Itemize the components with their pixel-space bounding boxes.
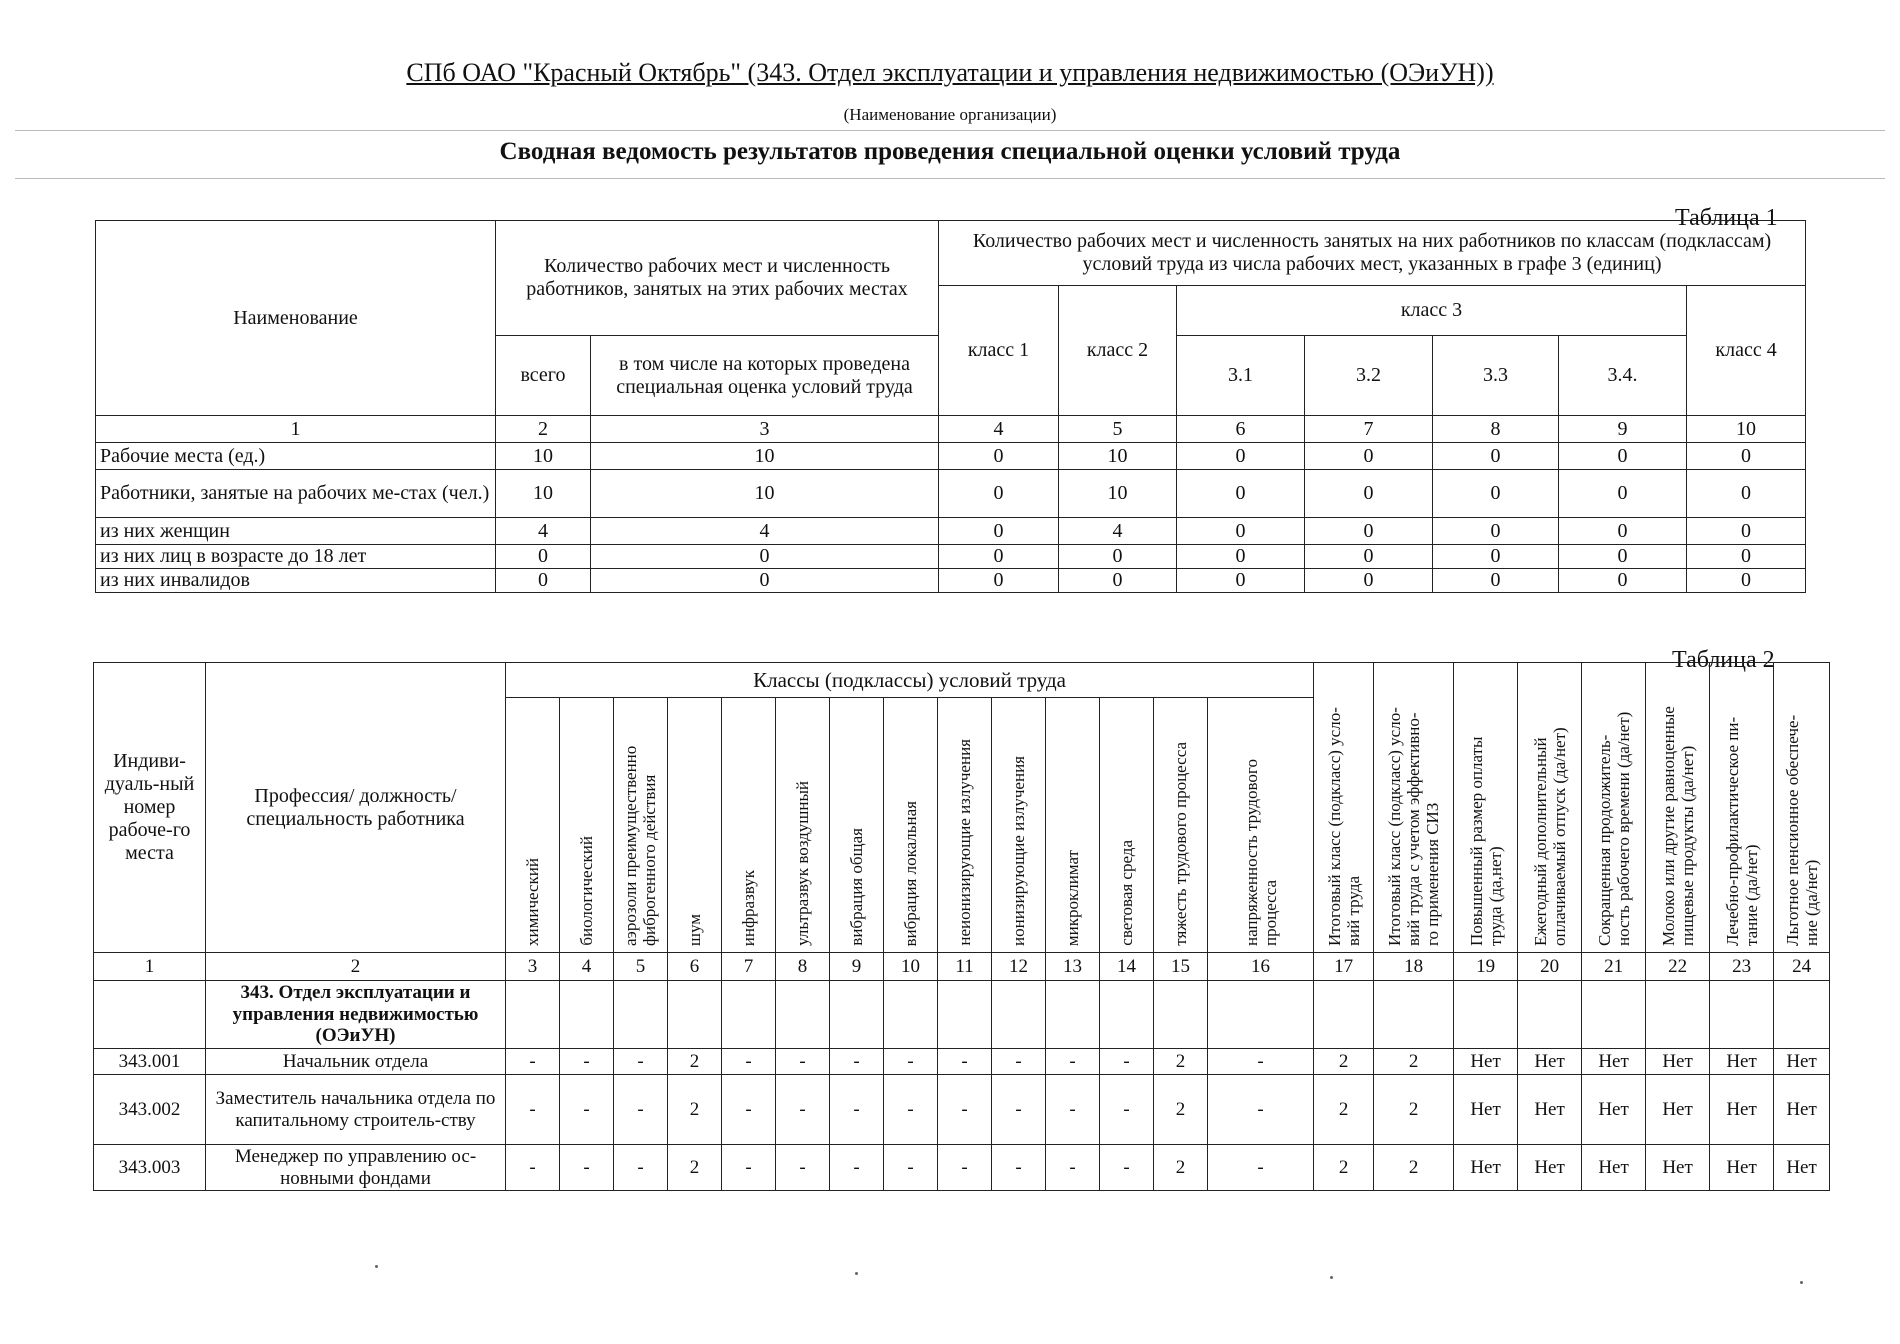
column-number-row <box>94 953 1830 981</box>
header-result-column <box>1454 663 1518 953</box>
header-factor <box>1046 698 1100 953</box>
column-number: 15 <box>1154 953 1208 981</box>
empty-cell <box>506 981 560 1049</box>
table-row <box>96 569 1806 593</box>
header-factor-label: напряженность трудового процесса <box>1241 759 1280 946</box>
header-factor <box>776 698 830 953</box>
cell-value: - <box>992 1075 1046 1145</box>
cell-value: - <box>1100 1145 1154 1191</box>
header-result-label: Сокращенная продолжитель-ность рабочего времени (да/нет) <box>1594 711 1633 946</box>
header-result-column <box>1374 663 1454 953</box>
column-number: 2 <box>206 953 506 981</box>
cell-value: 0 <box>1433 545 1559 569</box>
department-id-cell <box>94 981 206 1049</box>
cell-value: 10 <box>496 470 591 518</box>
cell-value: Нет <box>1582 1145 1646 1191</box>
header-result-column <box>1646 663 1710 953</box>
cell-value: Нет <box>1774 1075 1830 1145</box>
column-number: 24 <box>1774 953 1830 981</box>
header-factor <box>938 698 992 953</box>
empty-cell <box>1154 981 1208 1049</box>
cell-value: - <box>506 1145 560 1191</box>
cell-value: 10 <box>591 443 939 470</box>
cell-value: Нет <box>1774 1049 1830 1075</box>
cell-value: - <box>560 1145 614 1191</box>
header-subclass: 3.1 <box>1177 336 1305 416</box>
column-number: 10 <box>884 953 938 981</box>
cell-value: 0 <box>1559 545 1687 569</box>
cell-value: 0 <box>1559 470 1687 518</box>
organization-name: СПб ОАО "Красный Октябрь" (343. Отдел эксплуатации и управления недвижимостью (ОЭиУН)) <box>406 58 1494 87</box>
empty-cell <box>1646 981 1710 1049</box>
column-number: 12 <box>992 953 1046 981</box>
cell-value: - <box>776 1145 830 1191</box>
cell-value: 0 <box>1687 518 1806 545</box>
cell-value: 0 <box>1433 470 1559 518</box>
header-factor-label: ультразвук воздушный <box>792 781 812 946</box>
empty-cell <box>1100 981 1154 1049</box>
cell-value: 0 <box>1059 569 1177 593</box>
header-factor-label: инфразвук <box>738 869 758 946</box>
cell-value: - <box>830 1145 884 1191</box>
empty-cell <box>938 981 992 1049</box>
table-row <box>96 545 1806 569</box>
empty-cell <box>668 981 722 1049</box>
header-factor <box>1100 698 1154 953</box>
header-result-label: Льготное пенсионное обеспече-ние (да/нет) <box>1782 714 1821 946</box>
empty-cell <box>1314 981 1374 1049</box>
cell-value: - <box>1100 1075 1154 1145</box>
cell-value: 4 <box>496 518 591 545</box>
header-factor-label: вибрация общая <box>846 828 866 946</box>
cell-value: 2 <box>1314 1075 1374 1145</box>
department-name: 343. Отдел эксплуатации и управления недвижимостью (ОЭиУН) <box>206 981 506 1049</box>
cell-value: - <box>722 1075 776 1145</box>
cell-value: Нет <box>1774 1145 1830 1191</box>
profession-name: Менеджер по управлению ос-новными фондами <box>206 1145 506 1191</box>
column-number: 17 <box>1314 953 1374 981</box>
column-number: 11 <box>938 953 992 981</box>
profession-name: Начальник отдела <box>206 1049 506 1075</box>
cell-value: 0 <box>1305 470 1433 518</box>
cell-value: 2 <box>1374 1049 1454 1075</box>
cell-value: Нет <box>1454 1075 1518 1145</box>
column-number: 14 <box>1100 953 1154 981</box>
cell-value: - <box>506 1075 560 1145</box>
department-row <box>94 981 1830 1049</box>
header-factor-label: вибрация локальная <box>900 800 920 946</box>
header-factor-label: ионизирующие излучения <box>1008 756 1028 946</box>
cell-value: - <box>1208 1145 1314 1191</box>
column-number: 2 <box>496 416 591 443</box>
cell-value: - <box>1100 1049 1154 1075</box>
header-result-label: Ежегодный дополнительный оплачиваемый отпуск (да/нет) <box>1530 727 1569 946</box>
header-factor <box>830 698 884 953</box>
header-class-3: класс 3 <box>1177 286 1687 336</box>
empty-cell <box>722 981 776 1049</box>
cell-value: Нет <box>1582 1075 1646 1145</box>
cell-value: Нет <box>1710 1145 1774 1191</box>
header-result-column <box>1774 663 1830 953</box>
header-name: Наименование <box>96 221 496 416</box>
column-number: 13 <box>1046 953 1100 981</box>
cell-value: - <box>884 1049 938 1075</box>
empty-cell <box>992 981 1046 1049</box>
empty-cell <box>1046 981 1100 1049</box>
cell-value: - <box>614 1049 668 1075</box>
cell-value: 0 <box>1559 518 1687 545</box>
row-label: Рабочие места (ед.) <box>96 443 496 470</box>
cell-value: - <box>830 1075 884 1145</box>
cell-value: - <box>776 1049 830 1075</box>
cell-value: 2 <box>1374 1075 1454 1145</box>
scan-speck <box>855 1272 858 1275</box>
cell-value: - <box>1046 1049 1100 1075</box>
cell-value: 0 <box>1687 545 1806 569</box>
empty-cell <box>1374 981 1454 1049</box>
cell-value: - <box>506 1049 560 1075</box>
column-number: 5 <box>614 953 668 981</box>
header-total: всего <box>496 336 591 416</box>
header-result-column <box>1518 663 1582 953</box>
column-number: 19 <box>1454 953 1518 981</box>
table2-caption: Таблица 2 <box>1672 647 1775 673</box>
header-factor <box>614 698 668 953</box>
cell-value: 0 <box>1177 545 1305 569</box>
cell-value: 0 <box>1305 545 1433 569</box>
header-factor-label: неионизирующие излучения <box>954 739 974 946</box>
column-number: 6 <box>668 953 722 981</box>
cell-value: 2 <box>1314 1049 1374 1075</box>
cell-value: Нет <box>1454 1049 1518 1075</box>
cell-value: - <box>830 1049 884 1075</box>
header-result-label: Молоко или другие равноценные пищевые продукты (да/нет) <box>1658 706 1697 946</box>
column-number: 23 <box>1710 953 1774 981</box>
cell-value: Нет <box>1518 1049 1582 1075</box>
column-number: 7 <box>1305 416 1433 443</box>
cell-value: 0 <box>1687 569 1806 593</box>
empty-cell <box>560 981 614 1049</box>
header-subclass: 3.4. <box>1559 336 1687 416</box>
cell-value: - <box>614 1075 668 1145</box>
cell-value: Нет <box>1710 1075 1774 1145</box>
column-number: 4 <box>560 953 614 981</box>
header-factor-label: тяжесть трудового процесса <box>1170 742 1190 946</box>
cell-value: - <box>560 1049 614 1075</box>
header-workplace-id: Индиви-дуаль-ный номер рабоче-го места <box>94 663 206 953</box>
header-factor <box>506 698 560 953</box>
empty-cell <box>1208 981 1314 1049</box>
cell-value: 2 <box>1374 1145 1454 1191</box>
cell-value: - <box>884 1145 938 1191</box>
column-number: 8 <box>776 953 830 981</box>
empty-cell <box>884 981 938 1049</box>
header-result-column <box>1710 663 1774 953</box>
column-number: 18 <box>1374 953 1454 981</box>
workplace-table-body <box>94 981 1830 1191</box>
header-result-column <box>1582 663 1646 953</box>
cell-value: - <box>938 1049 992 1075</box>
empty-cell <box>1710 981 1774 1049</box>
column-number: 3 <box>591 416 939 443</box>
cell-value: 2 <box>1154 1049 1208 1075</box>
column-number: 16 <box>1208 953 1314 981</box>
empty-cell <box>1774 981 1830 1049</box>
cell-value: 0 <box>1177 470 1305 518</box>
cell-value: - <box>1208 1049 1314 1075</box>
divider <box>15 178 1885 179</box>
cell-value: 0 <box>939 518 1059 545</box>
document-title: Сводная ведомость результатов проведения специальной оценки условий труда <box>499 138 1401 165</box>
row-label: Работники, занятые на рабочих ме-стах (чел.) <box>96 470 496 518</box>
cell-value: 10 <box>496 443 591 470</box>
column-number: 7 <box>722 953 776 981</box>
header-factor <box>992 698 1046 953</box>
cell-value: - <box>884 1075 938 1145</box>
header-result-label: Итоговый класс (подкласс) усло-вий труда с учетом эффективно-го применения СИЗ <box>1385 707 1443 946</box>
header-factor <box>884 698 938 953</box>
column-number: 4 <box>939 416 1059 443</box>
cell-value: 0 <box>1305 518 1433 545</box>
header-workplaces-group: Количество рабочих мест и численность работников, занятых на этих рабочих местах <box>496 221 939 336</box>
column-number: 9 <box>830 953 884 981</box>
column-number: 10 <box>1687 416 1806 443</box>
row-label: из них женщин <box>96 518 496 545</box>
header-subclass: 3.3 <box>1433 336 1559 416</box>
cell-value: 4 <box>1059 518 1177 545</box>
table1-caption: Таблица 1 <box>1675 205 1778 231</box>
workplace-id: 343.002 <box>94 1075 206 1145</box>
column-number: 8 <box>1433 416 1559 443</box>
header-factor-label: биологический <box>576 836 596 946</box>
header-result-label: Итоговый класс (подкласс) усло-вий труда <box>1324 707 1363 946</box>
cell-value: 0 <box>1687 443 1806 470</box>
cell-value: 0 <box>1177 569 1305 593</box>
column-number: 1 <box>94 953 206 981</box>
empty-cell <box>830 981 884 1049</box>
empty-cell <box>614 981 668 1049</box>
header-profession: Профессия/ должность/ специальность работника <box>206 663 506 953</box>
cell-value: 0 <box>939 569 1059 593</box>
column-number: 21 <box>1582 953 1646 981</box>
header-factor-label: аэрозоли преимущественно фиброгенного действия <box>621 745 660 946</box>
header-result-column <box>1314 663 1374 953</box>
cell-value: - <box>614 1145 668 1191</box>
header-factor-label: химический <box>522 858 542 946</box>
cell-value: - <box>776 1075 830 1145</box>
cell-value: 10 <box>1059 470 1177 518</box>
header-factor-label: микроклимат <box>1062 849 1082 946</box>
cell-value: 0 <box>591 545 939 569</box>
row-label: из них лиц в возрасте до 18 лет <box>96 545 496 569</box>
header-factor <box>560 698 614 953</box>
cell-value: - <box>1046 1145 1100 1191</box>
header-factor <box>668 698 722 953</box>
cell-value: Нет <box>1646 1075 1710 1145</box>
cell-value: - <box>1046 1075 1100 1145</box>
header-assessed: в том числе на которых проведена специальная оценка условий труда <box>591 336 939 416</box>
cell-value: 10 <box>1059 443 1177 470</box>
header-class-2: класс 2 <box>1059 286 1177 416</box>
cell-value: Нет <box>1518 1145 1582 1191</box>
cell-value: 2 <box>668 1145 722 1191</box>
workplace-id: 343.001 <box>94 1049 206 1075</box>
cell-value: Нет <box>1582 1049 1646 1075</box>
column-number: 22 <box>1646 953 1710 981</box>
scan-speck <box>375 1265 378 1268</box>
header-classes-group: Количество рабочих мест и численность занятых на них работников по классам (подклассам) условий труда из числа рабочих мест, указанных в графе 3 (единиц) <box>939 221 1806 286</box>
cell-value: 0 <box>1559 569 1687 593</box>
cell-value: Нет <box>1710 1049 1774 1075</box>
cell-value: 2 <box>1154 1075 1208 1145</box>
column-number: 9 <box>1559 416 1687 443</box>
table-row <box>94 1049 1830 1075</box>
cell-value: 2 <box>668 1049 722 1075</box>
summary-table <box>95 220 1806 593</box>
cell-value: 0 <box>1559 443 1687 470</box>
header-factor <box>1154 698 1208 953</box>
cell-value: Нет <box>1518 1075 1582 1145</box>
cell-value: - <box>560 1075 614 1145</box>
header-result-label: Повышенный размер оплаты труда (да,нет) <box>1466 736 1505 946</box>
table-row <box>96 443 1806 470</box>
cell-value: Нет <box>1454 1145 1518 1191</box>
cell-value: 0 <box>1305 443 1433 470</box>
cell-value: 0 <box>1433 569 1559 593</box>
column-number: 5 <box>1059 416 1177 443</box>
column-number: 3 <box>506 953 560 981</box>
cell-value: - <box>992 1145 1046 1191</box>
header-class-4: класс 4 <box>1687 286 1806 416</box>
profession-name: Заместитель начальника отдела по капитальному строитель-ству <box>206 1075 506 1145</box>
empty-cell <box>1518 981 1582 1049</box>
cell-value: Нет <box>1646 1145 1710 1191</box>
cell-value: 0 <box>1177 443 1305 470</box>
column-number-row <box>96 416 1806 443</box>
cell-value: - <box>992 1049 1046 1075</box>
summary-table-body <box>96 443 1806 593</box>
divider <box>15 130 1885 131</box>
workplace-table <box>93 662 1830 1191</box>
table-row <box>94 1145 1830 1191</box>
header-conditions-classes: Классы (подклассы) условий труда <box>506 663 1314 698</box>
cell-value: - <box>938 1075 992 1145</box>
row-label: из них инвалидов <box>96 569 496 593</box>
cell-value: 0 <box>1433 518 1559 545</box>
cell-value: - <box>938 1145 992 1191</box>
cell-value: 0 <box>1305 569 1433 593</box>
table-row <box>96 470 1806 518</box>
header-factor-label: шум <box>684 913 704 946</box>
cell-value: 2 <box>668 1075 722 1145</box>
empty-cell <box>776 981 830 1049</box>
cell-value: 0 <box>496 545 591 569</box>
cell-value: 2 <box>1154 1145 1208 1191</box>
organization-caption: (Наименование организации) <box>843 105 1057 124</box>
cell-value: 0 <box>1059 545 1177 569</box>
column-number: 1 <box>96 416 496 443</box>
cell-value: 0 <box>496 569 591 593</box>
scan-speck <box>1800 1281 1803 1284</box>
header-factor <box>1208 698 1314 953</box>
header-factor <box>722 698 776 953</box>
table-row <box>96 518 1806 545</box>
cell-value: 4 <box>591 518 939 545</box>
cell-value: 0 <box>939 443 1059 470</box>
empty-cell <box>1454 981 1518 1049</box>
scan-speck <box>1330 1276 1333 1279</box>
column-number: 20 <box>1518 953 1582 981</box>
header-result-label: Лечебно-профилактическое пи-тание (да/нет) <box>1722 716 1761 946</box>
cell-value: 0 <box>939 545 1059 569</box>
cell-value: 0 <box>1687 470 1806 518</box>
column-number: 6 <box>1177 416 1305 443</box>
cell-value: 0 <box>1177 518 1305 545</box>
cell-value: 10 <box>591 470 939 518</box>
cell-value: 2 <box>1314 1145 1374 1191</box>
cell-value: 0 <box>1433 443 1559 470</box>
cell-value: - <box>1208 1075 1314 1145</box>
cell-value: 0 <box>591 569 939 593</box>
cell-value: - <box>722 1049 776 1075</box>
table-row <box>94 1075 1830 1145</box>
cell-value: - <box>722 1145 776 1191</box>
workplace-id: 343.003 <box>94 1145 206 1191</box>
cell-value: 0 <box>939 470 1059 518</box>
header-factor-label: световая среда <box>1116 840 1136 946</box>
cell-value: Нет <box>1646 1049 1710 1075</box>
header-subclass: 3.2 <box>1305 336 1433 416</box>
header-class-1: класс 1 <box>939 286 1059 416</box>
empty-cell <box>1582 981 1646 1049</box>
